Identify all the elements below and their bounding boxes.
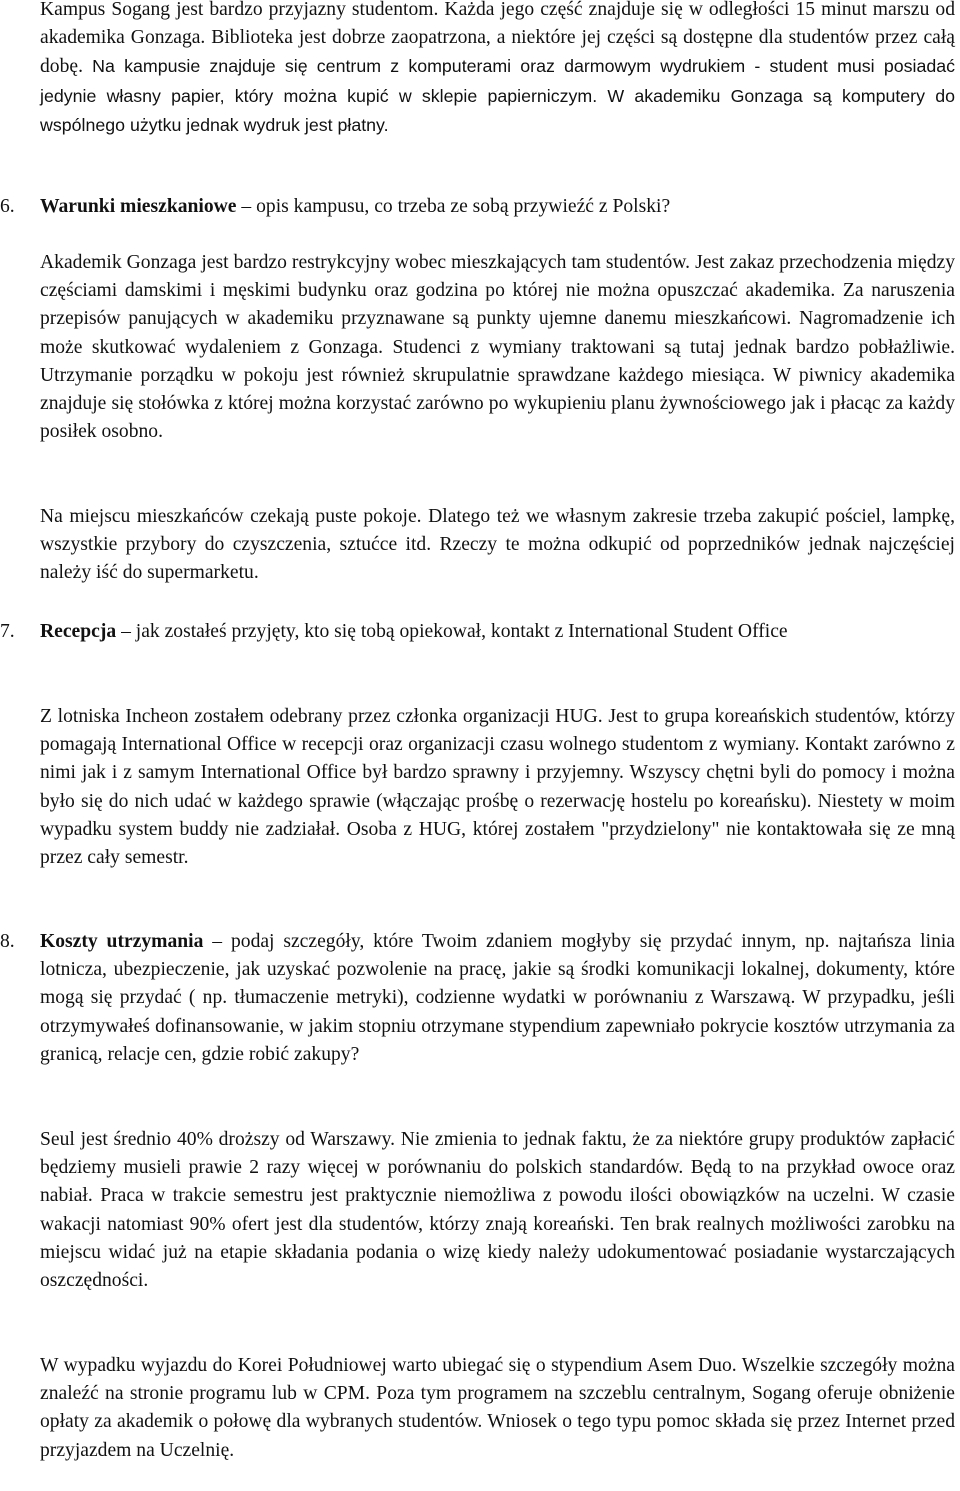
intro-text-sans: Na kampusie znajduje się centrum z komputerami oraz darmowym wydrukiem - student musi posiadać jedynie własny papier, który można kupić w sklepie papierniczym. W akademiku Gonzaga są komputery do wspólnego użytku jednak wydruk jest płatny. <box>40 56 955 135</box>
section-6-title: Warunki mieszkaniowe <box>40 196 237 217</box>
section-6-subtitle: opis kampusu, co trzeba ze sobą przywieźć z Polski? <box>256 196 671 217</box>
section-6-heading <box>0 193 960 221</box>
section-7-subtitle: jak zostałeś przyjęty, kto się tobą opiekował, kontakt z International Student Office <box>135 621 788 642</box>
section-8-subtitle: podaj szczegóły, które Twoim zdaniem mogłyby się przydać innym, np. najtańsza linia lotnicza, ubezpieczenie, jak uzyskać pozwolenie na pracę, jakie są środki komunikacji lokalnej, dokumenty, które mogą się przydać ( np. tłumaczenie metryki), codzienne wydatki w porównaniu z Warszawą. W przypadku, jeśli otrzymywałeś dofinansowanie, w jakim stopniu otrzymane stypendium zapewniało pokrycie kosztów utrzymania za granicą, relacje cen, gdzie robić zakupy? <box>40 931 956 1065</box>
section-6-paragraph-2: Na miejscu mieszkańców czekają puste pokoje. Dlatego też we własnym zakresie trzeba zakupić pościel, lampkę, wszystkie przybory do czyszczenia, sztućce itd. Rzeczy te można odkupić od poprzedników jednak najczęściej należy iść do supermarketu. <box>40 506 955 584</box>
section-7-dash: – <box>121 621 131 642</box>
section-8-heading <box>0 928 960 1069</box>
section-8-paragraph-1: Seul jest średnio 40% droższy od Warszawy. Nie zmienia to jednak faktu, że za niektóre grupy produktów zapłacić będziemy musieli prawie 2 razy więcej w porównaniu do polskich standardów. Będą to na przykład owoce oraz nabiał. Praca w trakcie semestru jest praktycznie niemożliwa z powodu ilości obowiązków na uczelni. W czasie wakacji natomiast 90% ofert jest dla studentów, którzy znają koreański. Ten brak realnych możliwości zarobku na miejscu widać już na etapie składania podania o wizę kiedy należy udokumentować posiadanie wystarczających oszczędności. <box>40 1129 955 1292</box>
section-7-paragraph-1: Z lotniska Incheon zostałem odebrany przez członka organizacji HUG. Jest to grupa koreańskich studentów, którzy pomagają International Office w recepcji oraz organizacji czasu wolnego studentom z wymiany. Kontakt zarówno z nimi jak i z samym International Office był bardzo sprawny i przyjemny. Wszyscy chętni byli do pomocy i można było się do nich udać w każdego sprawie (włączając prośbę o rezerwację hostelu po koreańsku). Niestety w moim wypadku system buddy nie zadziałał. Osoba z HUG, której zostałem "przydzielony" nie kontaktowała się ze mną przez cały semestr. <box>40 706 955 869</box>
section-8-paragraph-2: W wypadku wyjazdu do Korei Południowej warto ubiegać się o stypendium Asem Duo. Wszelkie szczegóły można znaleźć na stronie programu lub w CPM. Poza tym programem na szczeblu centralnym, Sogang oferuje obniżenie opłaty za akademik o połowę dla wybranych studentów. Wniosek o tego typu pomoc składa się przez Internet przed przyjazdem na Uczelnię. <box>40 1355 955 1461</box>
intro-paragraph <box>0 0 960 140</box>
section-8-number: 8. <box>0 931 15 952</box>
section-8-title: Koszty utrzymania <box>40 931 204 952</box>
intro-text-serif: Kampus Sogang jest bardzo przyjazny studentom. Każda jego część znajduje się w odległości 15 minut marszu od akademika Gonzaga. Biblioteka jest dobrze zaopatrzona, a niektóre jej części są dostępne dla studentów przez całą dobę. <box>40 0 955 78</box>
section-7-number: 7. <box>0 621 15 642</box>
section-8-dash: – <box>212 931 223 952</box>
section-7-heading <box>0 618 960 646</box>
section-6-number: 6. <box>0 196 15 217</box>
section-7-title: Recepcja <box>40 621 117 642</box>
section-6-dash: – <box>241 196 252 217</box>
section-6-paragraph-1: Akademik Gonzaga jest bardzo restrykcyjny wobec mieszkających tam studentów. Jest zakaz przechodzenia między częściami damskimi i męskimi budynku oraz godzina po której nie można opuszczać akademika. Za naruszenia przepisów panujących w akademiku przyznawane są punkty ujemne danemu mieszkańcowi. Nagromadzenie ich może skutkować wydaleniem z Gonzaga. Studenci z wymiany traktowani są tutaj jednak bardzo pobłażliwie. Utrzymanie porządku w pokoju jest również skrupulatnie sprawdzane każdego miesiąca. W piwnicy akademika znajduje się stołówka z której można korzystać zarówno po wykupieniu planu żywnościowego jak i płacąc za każdy posiłek osobno. <box>40 252 955 443</box>
